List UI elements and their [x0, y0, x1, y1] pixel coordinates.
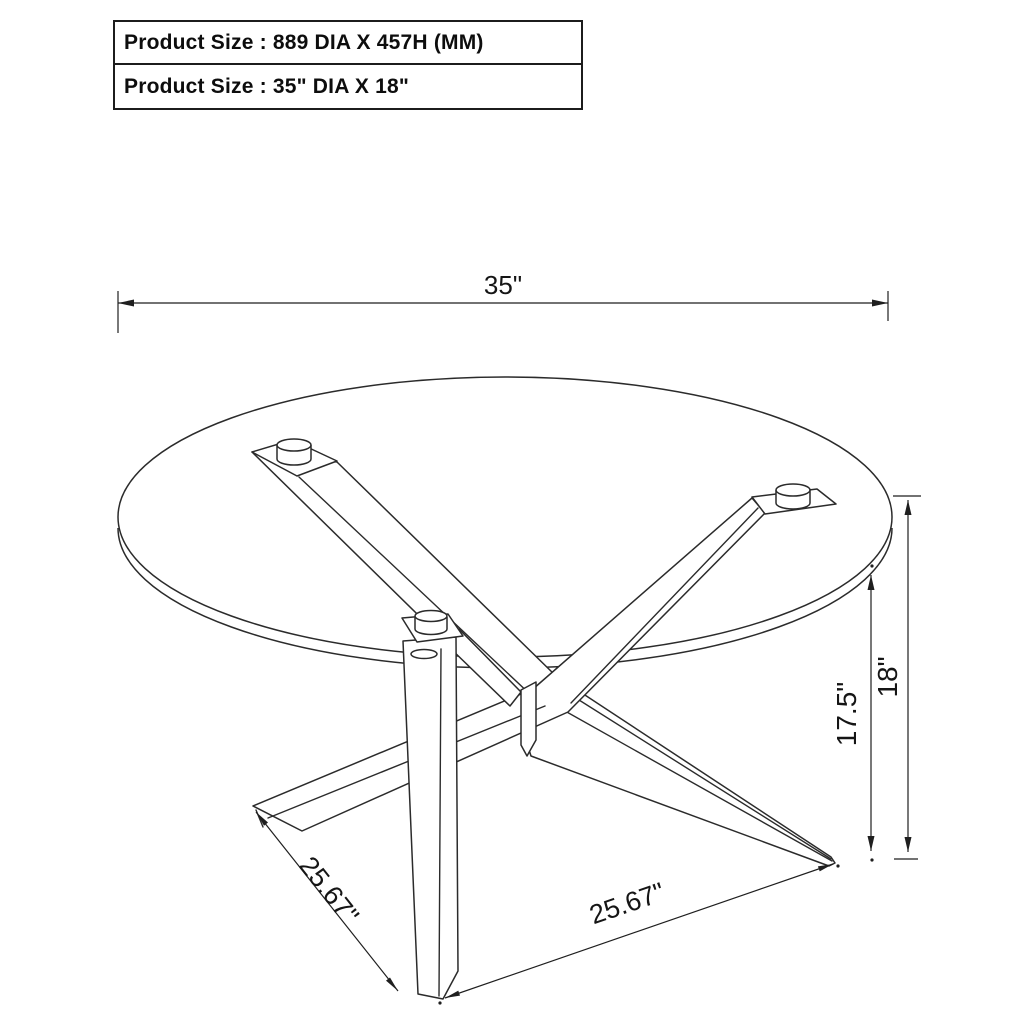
leg-cap-top-right	[752, 484, 836, 514]
arrowhead-lower	[386, 978, 398, 992]
diameter-dimension	[118, 270, 888, 333]
arrowhead-up	[868, 575, 875, 590]
base-height-dimension	[831, 564, 875, 861]
leg-span-right-label: 25.67"	[585, 876, 669, 931]
diameter-label: 35"	[483, 270, 523, 300]
glass-top-edge	[118, 377, 892, 657]
glass-top	[118, 377, 892, 668]
arrowhead-down	[868, 836, 875, 851]
overall-height-label: 18"	[872, 656, 903, 698]
arrowhead-right	[872, 300, 888, 307]
arrowhead-down	[905, 837, 912, 852]
arrowhead-left	[118, 300, 134, 307]
overall-height-dimension	[872, 496, 921, 859]
foot-pad-through-glass	[411, 650, 437, 659]
leg-span-right-dimension	[438, 864, 839, 1005]
center-hub	[521, 682, 536, 756]
product-size-mm: Product Size : 889 DIA X 457H (MM)	[115, 22, 581, 65]
product-size-inches: Product Size : 35" DIA X 18"	[124, 74, 409, 98]
base-height-label: 17.5"	[831, 681, 862, 747]
leg-span-left-dimension	[256, 812, 398, 991]
arrowhead-up	[905, 500, 912, 515]
leg-span-left-label: 25.67"	[293, 850, 365, 930]
front-leg	[403, 637, 458, 999]
